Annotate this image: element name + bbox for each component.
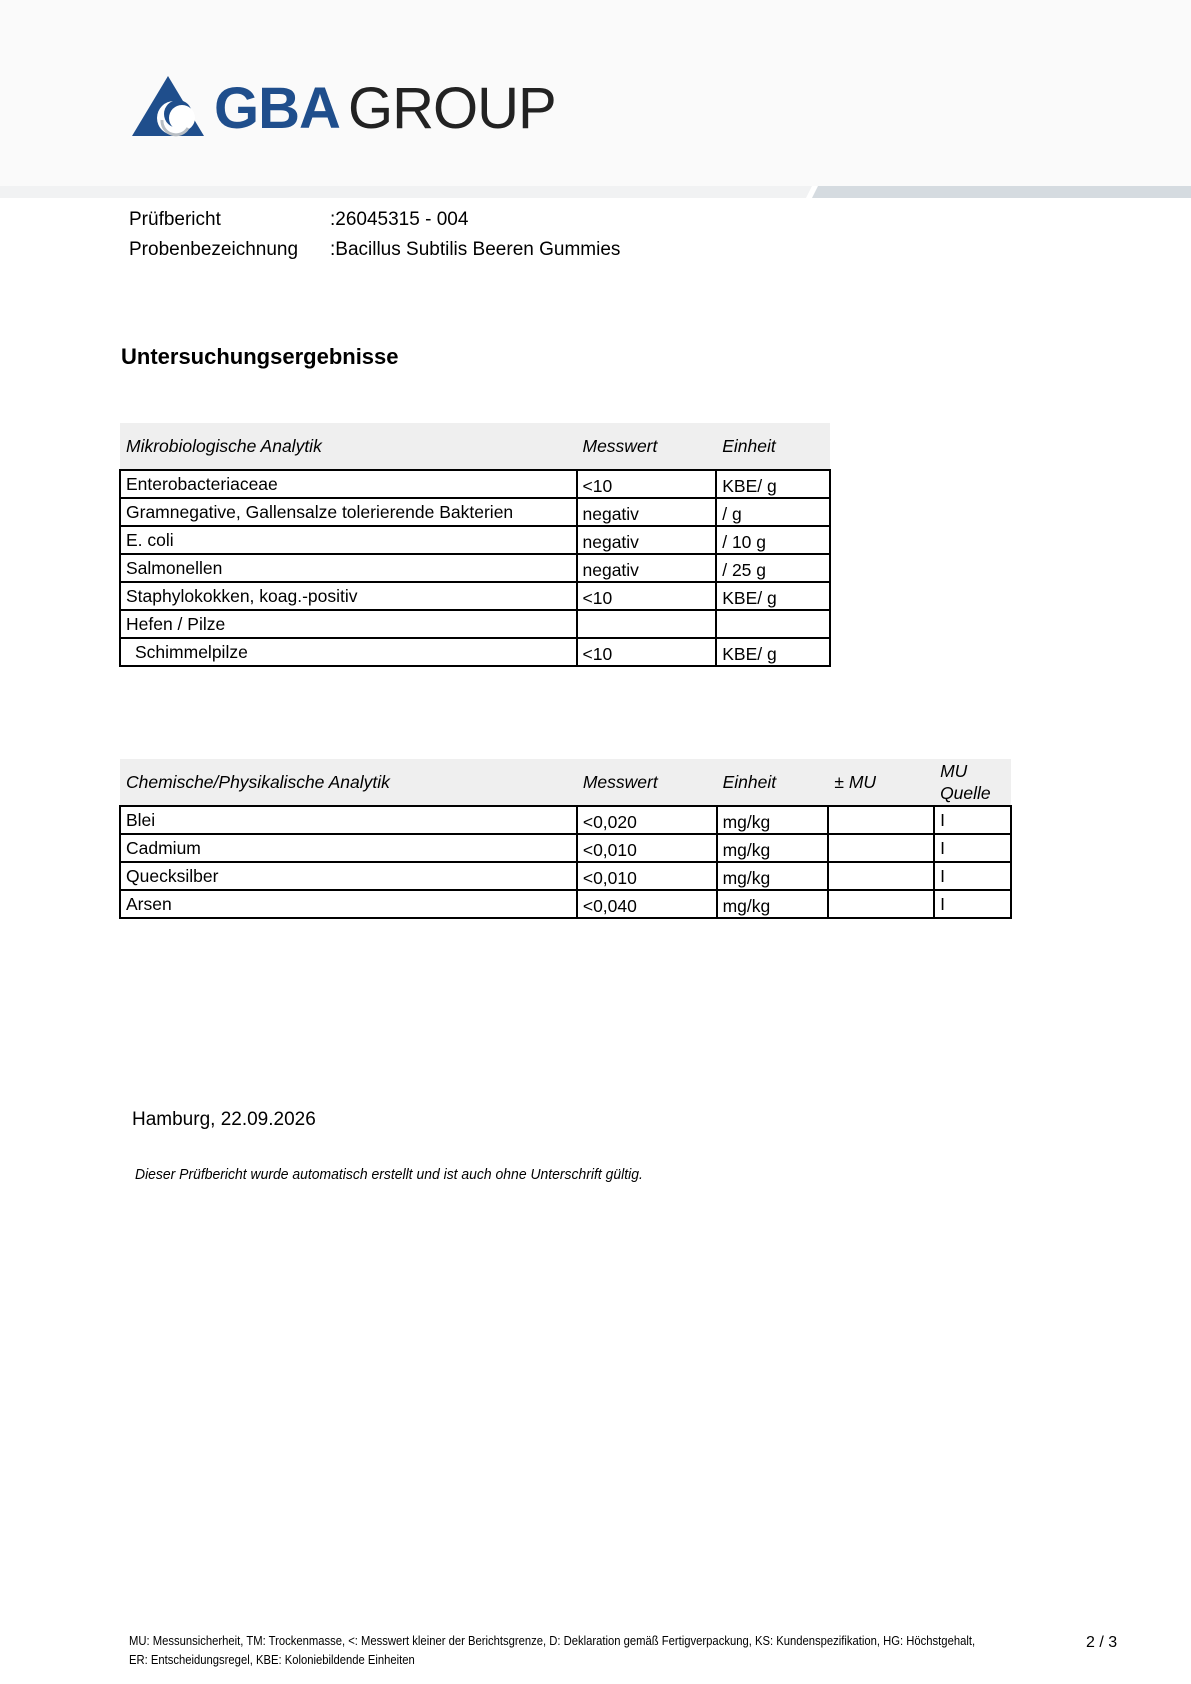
unit: mg/kg bbox=[717, 806, 829, 834]
analysis-name: Staphylokokken, koag.-positiv bbox=[120, 582, 577, 610]
report-label: Prüfbericht bbox=[129, 209, 221, 230]
table-row bbox=[120, 582, 830, 610]
micro-header-row bbox=[120, 423, 830, 470]
micro-header-analysis: Mikrobiologische Analytik bbox=[120, 423, 577, 470]
unit: / 10 g bbox=[716, 526, 830, 554]
analysis-name: Schimmelpilze bbox=[120, 638, 577, 666]
chem-header-analysis: Chemische/Physikalische Analytik bbox=[120, 759, 577, 806]
unit: mg/kg bbox=[717, 890, 829, 918]
unit: mg/kg bbox=[717, 834, 829, 862]
measured-value: negativ bbox=[577, 526, 717, 554]
table-row bbox=[120, 526, 830, 554]
auto-generated-note: Dieser Prüfbericht wurde automatisch erstellt und ist auch ohne Unterschrift gültig. bbox=[135, 1166, 643, 1183]
mu-source: I bbox=[934, 862, 1011, 890]
unit: KBE/ g bbox=[716, 470, 830, 498]
micro-results-table bbox=[119, 423, 831, 667]
mu-value bbox=[828, 862, 934, 890]
gba-logo bbox=[130, 76, 560, 142]
measured-value: <0,010 bbox=[577, 834, 717, 862]
unit: / g bbox=[716, 498, 830, 526]
place-date: Hamburg, 22.09.2026 bbox=[132, 1109, 316, 1130]
measured-value: <0,020 bbox=[577, 806, 717, 834]
chem-header-unit: Einheit bbox=[717, 759, 829, 806]
measured-value bbox=[577, 610, 717, 638]
chem-results-table bbox=[119, 759, 1012, 919]
mu-value bbox=[828, 890, 934, 918]
analysis-name: Cadmium bbox=[120, 834, 577, 862]
analysis-name: Blei bbox=[120, 806, 577, 834]
footer-legend-line-1: MU: Messunsicherheit, TM: Trockenmasse, <: Messwert kleiner der Berichtsgrenze, D: Deklaration gemäß Fertigverpackung, KS: Kundenspezifikation, HG: Höchstgehalt, bbox=[129, 1634, 976, 1648]
table-row bbox=[120, 890, 1011, 918]
measured-value: <10 bbox=[577, 582, 717, 610]
section-title: Untersuchungsergebnisse bbox=[121, 344, 399, 369]
report-number: :26045315 - 004 bbox=[330, 209, 469, 230]
table-row bbox=[120, 498, 830, 526]
chem-header-mu-source: MU Quelle bbox=[934, 759, 1011, 806]
sample-label: Probenbezeichnung bbox=[129, 239, 299, 260]
table-row bbox=[120, 554, 830, 582]
unit bbox=[716, 610, 830, 638]
page-number: 2 / 3 bbox=[1086, 1634, 1118, 1651]
unit: / 25 g bbox=[716, 554, 830, 582]
table-row bbox=[120, 610, 830, 638]
mu-value bbox=[828, 834, 934, 862]
unit: KBE/ g bbox=[716, 638, 830, 666]
table-row bbox=[120, 638, 830, 666]
footer-legend-line-2: ER: Entscheidungsregel, KBE: Koloniebildende Einheiten bbox=[129, 1653, 415, 1667]
chem-header-row bbox=[120, 759, 1011, 806]
triangle-logo-icon bbox=[132, 76, 204, 138]
measured-value: <0,010 bbox=[577, 862, 717, 890]
micro-header-value: Messwert bbox=[577, 423, 717, 470]
measured-value: <10 bbox=[577, 638, 717, 666]
micro-header-unit: Einheit bbox=[716, 423, 830, 470]
analysis-name: E. coli bbox=[120, 526, 577, 554]
header-divider bbox=[0, 186, 1191, 198]
measured-value: <10 bbox=[577, 470, 717, 498]
mu-source: I bbox=[934, 806, 1011, 834]
chem-header-value: Messwert bbox=[577, 759, 717, 806]
analysis-name: Gramnegative, Gallensalze tolerierende Bakterien bbox=[120, 498, 577, 526]
analysis-name: Enterobacteriaceae bbox=[120, 470, 577, 498]
analysis-name: Quecksilber bbox=[120, 862, 577, 890]
table-row bbox=[120, 470, 830, 498]
table-row bbox=[120, 806, 1011, 834]
analysis-name: Hefen / Pilze bbox=[120, 610, 577, 638]
logo-brand-bold: GBA bbox=[214, 76, 340, 141]
chem-header-mu: ± MU bbox=[828, 759, 934, 806]
analysis-name: Arsen bbox=[120, 890, 577, 918]
measured-value: <0,040 bbox=[577, 890, 717, 918]
logo-brand-light: GROUP bbox=[348, 76, 556, 141]
measured-value: negativ bbox=[577, 554, 717, 582]
analysis-name: Salmonellen bbox=[120, 554, 577, 582]
mu-source: I bbox=[934, 890, 1011, 918]
mu-source: I bbox=[934, 834, 1011, 862]
sample-name: :Bacillus Subtilis Beeren Gummies bbox=[330, 239, 621, 260]
table-row bbox=[120, 862, 1011, 890]
measured-value: negativ bbox=[577, 498, 717, 526]
table-row bbox=[120, 834, 1011, 862]
unit: KBE/ g bbox=[716, 582, 830, 610]
unit: mg/kg bbox=[717, 862, 829, 890]
mu-value bbox=[828, 806, 934, 834]
